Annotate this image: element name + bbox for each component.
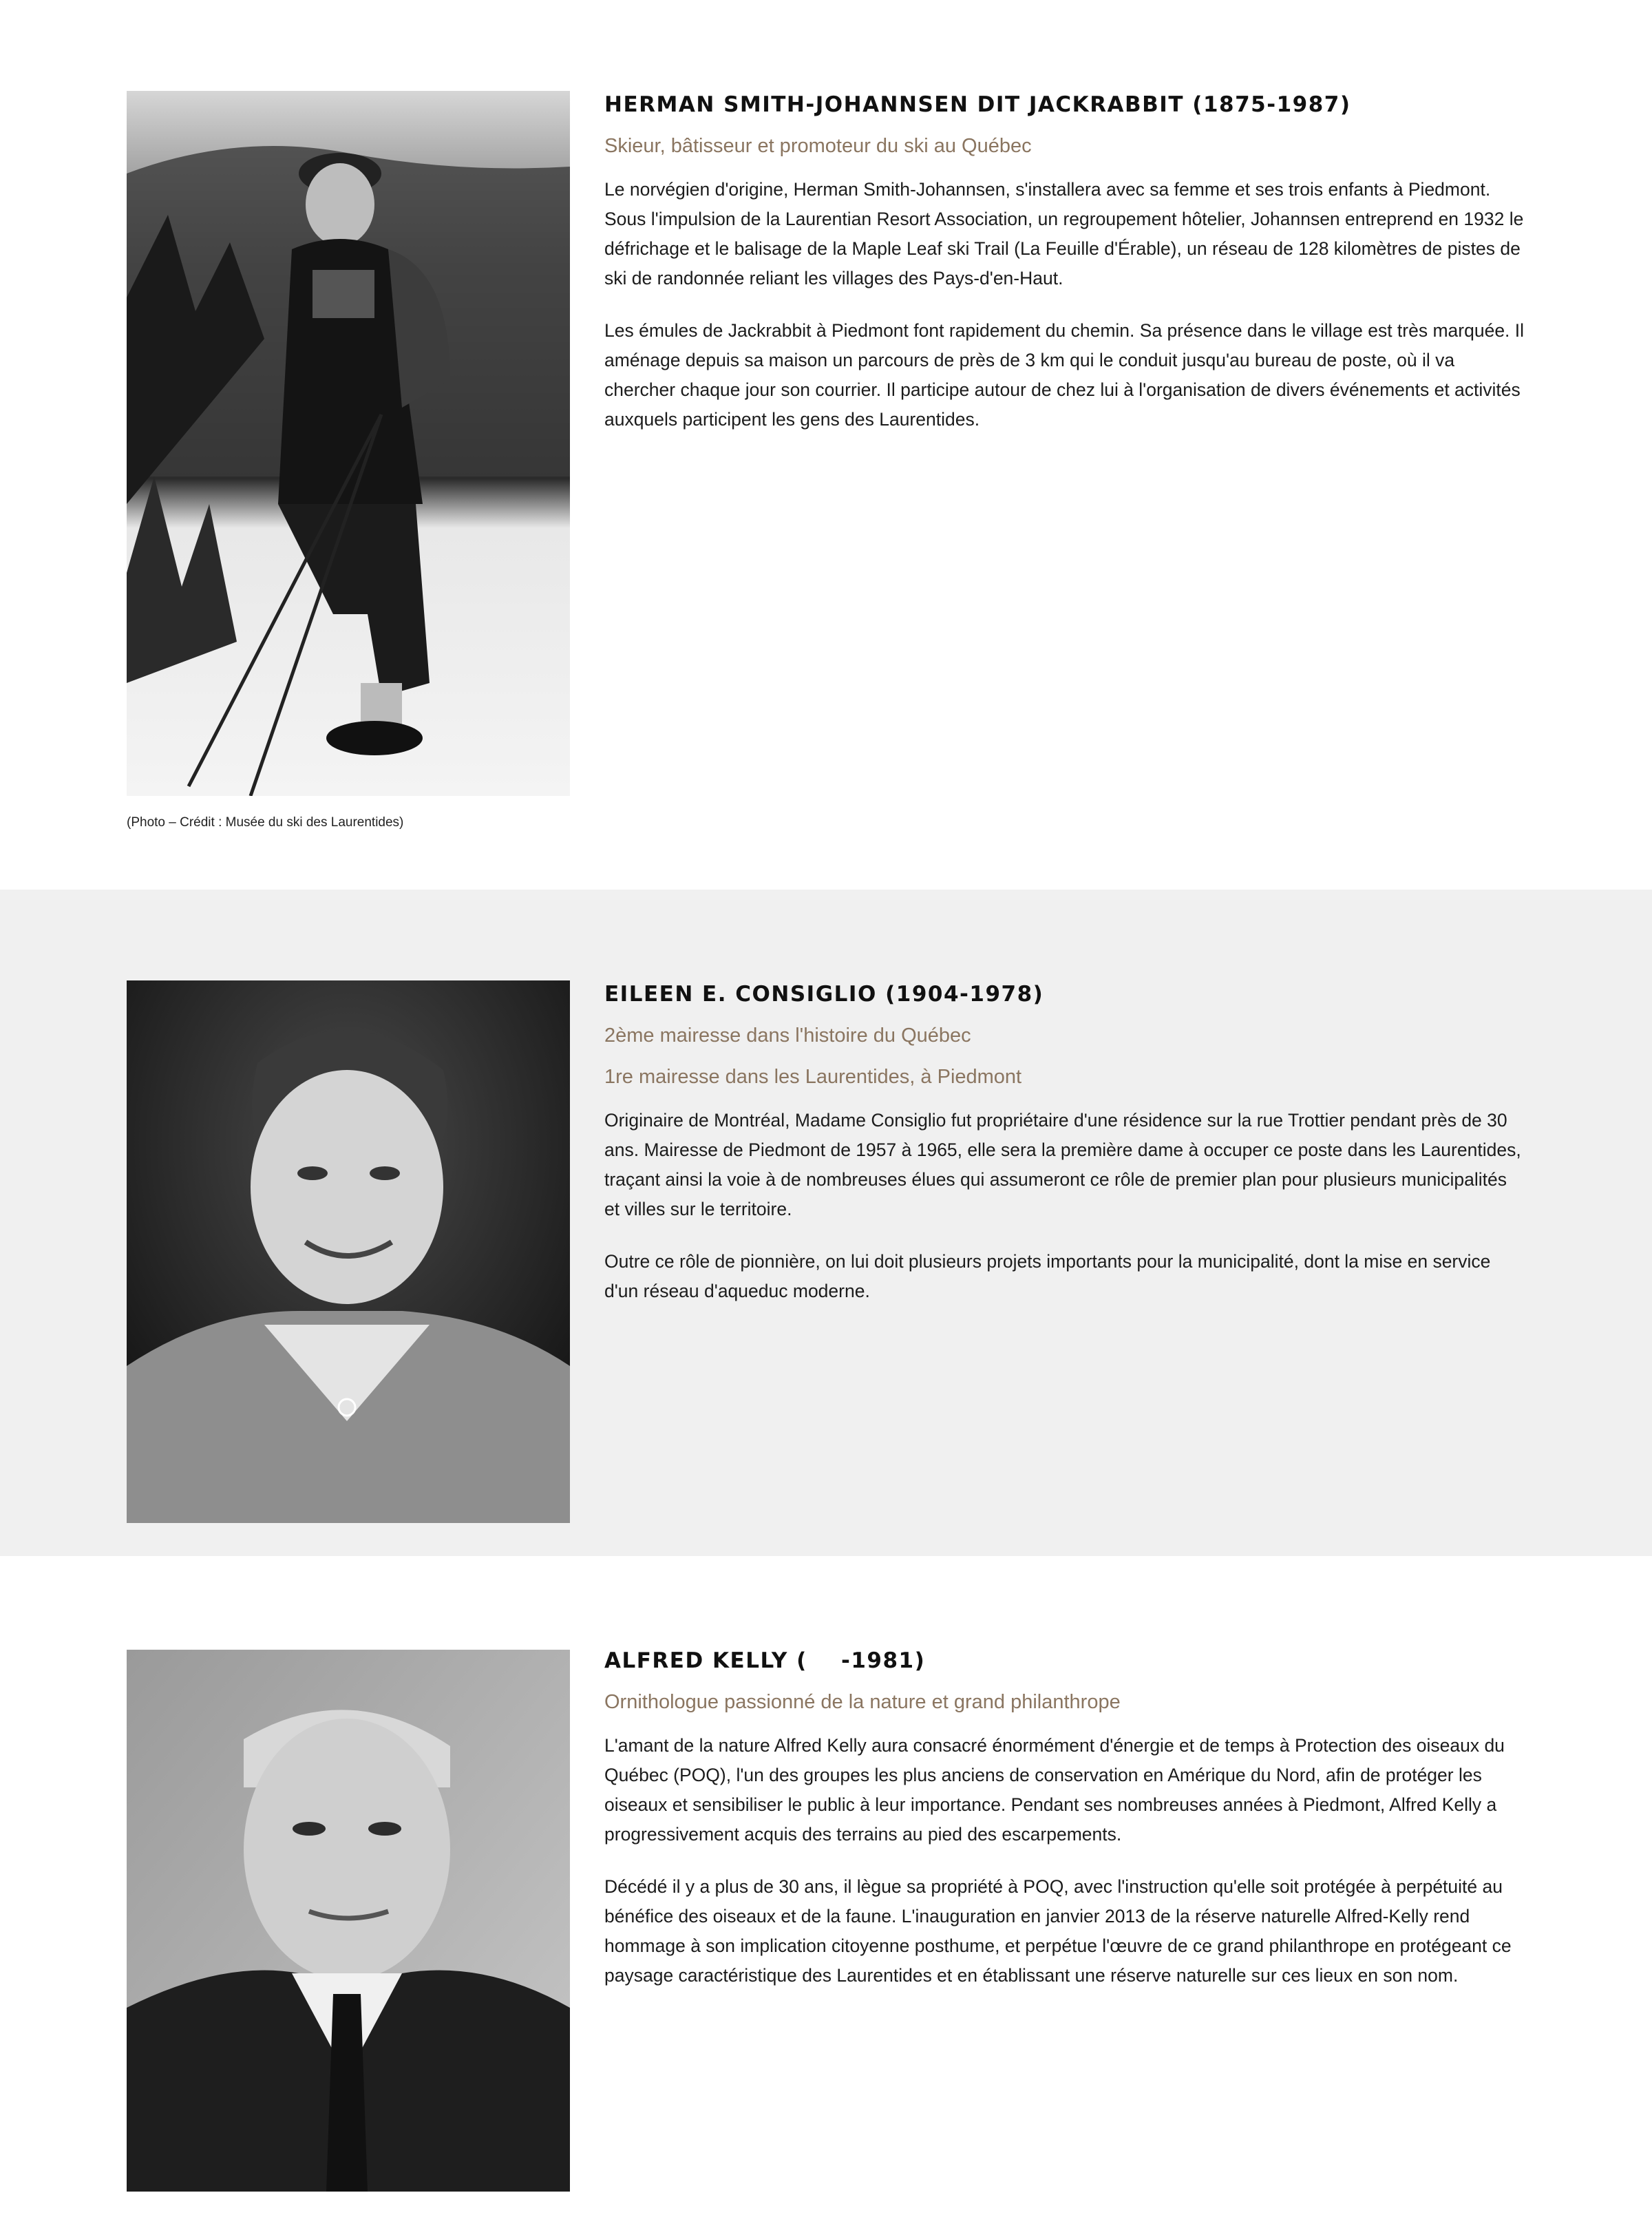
person-name: HERMAN SMITH-JOHANNSEN DIT JACKRABBIT (1875-1987) [604, 92, 1351, 117]
person-section-consiglio [0, 890, 1652, 1556]
photo-caption: (Photo – Crédit : Musée du ski des Laurentides) [127, 815, 404, 830]
bio-paragraph: Originaire de Montréal, Madame Consiglio fut propriétaire d'une résidence sur la rue Trottier pendant près de 30 ans. Mairesse de Piedmont de 1957 à 1965, elle sera la première dame à occuper ce poste dans les Laurentides, traçant ainsi la voie à de nombreuses élues qui assumeront ce rôle de premier plan pour plusieurs municipalités et villes sur le territoire. [604, 1110, 1521, 1219]
person-name: EILEEN E. CONSIGLIO (1904-1978) [604, 982, 1044, 1007]
person-subtitle: 2ème mairesse dans l'histoire du Québec [604, 1025, 971, 1047]
text-column-consiglio [604, 980, 1527, 1306]
bio-paragraph: Décédé il y a plus de 30 ans, il lègue sa propriété à POQ, avec l'instruction qu'elle soit protégée à perpétuité au bénéfice des oiseaux et de la faune. L'inauguration en janvier 2013 de la réserve naturelle Alfred-Kelly rend hommage à son implication citoyenne posthume, et perpétue l'œuvre de ce grand philanthrope en protégeant ce paysage caractéristique des Laurentides et en établissant une réserve naturelle sur ces lieux en son nom. [604, 1876, 1512, 1986]
person-section-kelly [0, 1556, 1652, 2226]
person-subtitle: Ornithologue passionné de la nature et grand philanthrope [604, 1691, 1121, 1713]
person-section-jackrabbit [0, 0, 1652, 890]
person-subtitle: 1re mairesse dans les Laurentides, à Piedmont [604, 1066, 1022, 1088]
photo-consiglio [127, 980, 570, 1523]
photo-kelly [127, 1650, 570, 2192]
person-name: ALFRED KELLY ( -1981) [604, 1648, 926, 1673]
photo-jackrabbit [127, 91, 570, 796]
bio-paragraph: Outre ce rôle de pionnière, on lui doit plusieurs projets importants pour la municipalité, dont la mise en service d'un réseau d'aqueduc moderne. [604, 1251, 1491, 1301]
bio-paragraph: L'amant de la nature Alfred Kelly aura consacré énormément d'énergie et de temps à Protection des oiseaux du Québec (POQ), l'un des groupes les plus anciens de conservation en Amérique du Nord, afin de protéger les oiseaux et sensibiliser le public à leur importance. Pendant ses nombreuses années à Piedmont, Alfred Kelly a progressivement acquis des terrains au pied des escarpements. [604, 1735, 1505, 1845]
text-column-jackrabbit [604, 91, 1527, 434]
bio-paragraph: Le norvégien d'origine, Herman Smith-Johannsen, s'installera avec sa femme et ses trois enfants à Piedmont. Sous l'impulsion de la Laurentian Resort Association, un regroupement hôtelier, Johannsen entreprend en 1932 le défrichage et le balisage de la Maple Leaf ski Trail (La Feuille d'Érable), un réseau de 128 kilomètres de pistes de ski de randonnée reliant les villages des Pays-d'en-Haut. [604, 179, 1524, 288]
text-column-kelly [604, 1647, 1527, 1991]
person-subtitle: Skieur, bâtisseur et promoteur du ski au Québec [604, 135, 1032, 157]
bio-paragraph: Les émules de Jackrabbit à Piedmont font rapidement du chemin. Sa présence dans le village est très marquée. Il aménage depuis sa maison un parcours de près de 3 km qui le conduit jusqu'au bureau de poste, où il va chercher chaque jour son courrier. Il participe autour de chez lui à l'organisation de divers événements et activités auxquels participent les gens des Laurentides. [604, 320, 1525, 430]
